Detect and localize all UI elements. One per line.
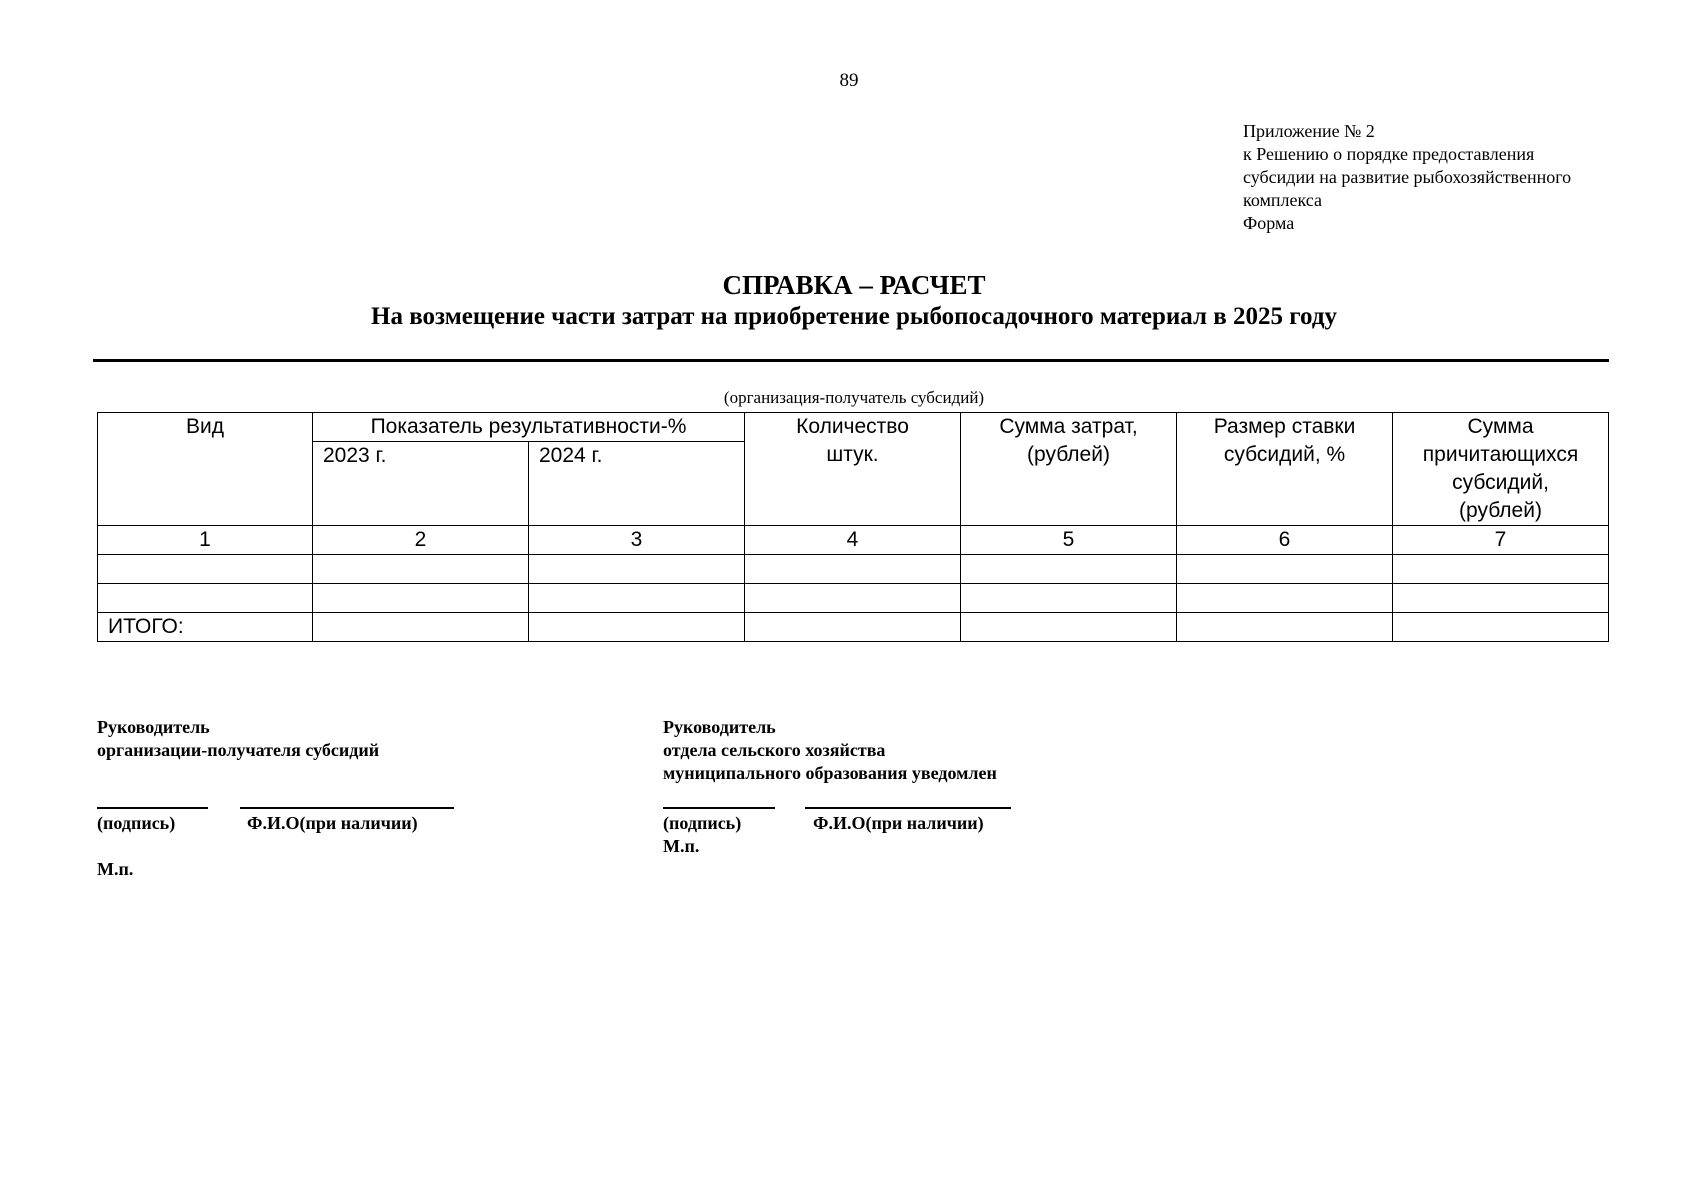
table-cell[interactable] xyxy=(313,555,529,584)
column-number: 7 xyxy=(1393,526,1609,555)
header-year-2023: 2023 г. xyxy=(313,442,529,526)
org-name-line xyxy=(93,359,1609,362)
table-cell[interactable] xyxy=(1177,613,1393,642)
table-cell[interactable] xyxy=(961,584,1177,613)
header-quantity-line: Количество xyxy=(796,415,909,438)
right-sign-label: (подпись) xyxy=(663,813,742,833)
left-stamp-label: М.п. xyxy=(97,859,134,879)
right-signature-line xyxy=(663,807,775,809)
header-due-line: Сумма xyxy=(1467,415,1534,438)
table-cell[interactable] xyxy=(1393,613,1609,642)
right-name-line xyxy=(805,807,1011,809)
signatory-title-line: муниципального образования уведомлен xyxy=(663,763,997,783)
column-number: 4 xyxy=(745,526,961,555)
table-cell[interactable] xyxy=(1393,555,1609,584)
header-due-line: (рублей) xyxy=(1459,499,1542,522)
table-cell[interactable] xyxy=(745,584,961,613)
header-cost-line: Сумма затрат, xyxy=(999,415,1138,438)
signatory-title-line: Руководитель xyxy=(97,717,210,737)
table-cell[interactable] xyxy=(313,584,529,613)
appendix-line: к Решению о порядке предоставления xyxy=(1243,144,1535,164)
right-name-label: Ф.И.О(при наличии) xyxy=(813,813,984,833)
header-rate-line: субсидий, % xyxy=(1223,443,1346,466)
signatory-title-line: отдела сельского хозяйства xyxy=(663,740,886,760)
total-label: ИТОГО: xyxy=(98,613,313,642)
header-due xyxy=(1393,413,1609,526)
column-number: 3 xyxy=(529,526,745,555)
table-cell[interactable] xyxy=(1177,584,1393,613)
table-cell[interactable] xyxy=(1393,584,1609,613)
signatory-title-line: организации-получателя субсидий xyxy=(97,740,380,760)
table-cell[interactable] xyxy=(961,613,1177,642)
column-number: 6 xyxy=(1177,526,1393,555)
header-quantity xyxy=(745,413,961,526)
appendix-note xyxy=(1243,120,1571,235)
table-row xyxy=(98,584,1609,613)
table-cell[interactable] xyxy=(745,613,961,642)
table-cell[interactable] xyxy=(1177,555,1393,584)
document-subtitle: На возмещение части затрат на приобретение рыбопосадочного материал в 2025 году xyxy=(371,303,1337,330)
table-row xyxy=(98,555,1609,584)
appendix-line: комплекса xyxy=(1243,190,1322,210)
calculation-table xyxy=(97,412,1609,642)
appendix-line: субсидии на развитие рыбохозяйственного xyxy=(1243,167,1572,187)
right-signatory-title xyxy=(663,716,997,785)
column-number: 5 xyxy=(961,526,1177,555)
left-sign-label: (подпись) xyxy=(97,813,176,833)
org-caption: (организация-получатель субсидий) xyxy=(723,388,985,407)
right-stamp-label: М.п. xyxy=(663,836,700,856)
table-cell[interactable] xyxy=(745,555,961,584)
table-cell[interactable] xyxy=(98,555,313,584)
header-due-line: причитающихся xyxy=(1422,443,1579,466)
total-row xyxy=(98,613,1609,642)
header-due-line: субсидий, xyxy=(1452,471,1549,494)
column-number-row xyxy=(98,526,1609,555)
table-cell[interactable] xyxy=(98,584,313,613)
page-number: 89 xyxy=(839,70,859,91)
header-vid: Вид xyxy=(98,413,313,526)
document-title: СПРАВКА – РАСЧЕТ xyxy=(722,270,986,300)
column-number: 1 xyxy=(98,526,313,555)
table-cell[interactable] xyxy=(529,555,745,584)
header-year-2024: 2024 г. xyxy=(529,442,745,526)
header-rate xyxy=(1177,413,1393,526)
header-indicator: Показатель результативности-% xyxy=(313,413,745,442)
table-cell[interactable] xyxy=(529,613,745,642)
table-cell[interactable] xyxy=(313,613,529,642)
appendix-line: Приложение № 2 xyxy=(1243,121,1375,141)
left-signature-line xyxy=(97,807,208,809)
table-cell[interactable] xyxy=(961,555,1177,584)
table-cell[interactable] xyxy=(529,584,745,613)
header-cost-line: (рублей) xyxy=(1027,443,1110,466)
left-name-line xyxy=(240,807,454,809)
left-signatory-title xyxy=(97,716,379,762)
left-name-label: Ф.И.О(при наличии) xyxy=(247,813,418,833)
appendix-line: Форма xyxy=(1243,213,1295,233)
column-number: 2 xyxy=(313,526,529,555)
header-cost xyxy=(961,413,1177,526)
header-quantity-line: штук. xyxy=(826,443,879,466)
signatory-title-line: Руководитель xyxy=(663,717,776,737)
header-rate-line: Размер ставки xyxy=(1213,415,1356,438)
